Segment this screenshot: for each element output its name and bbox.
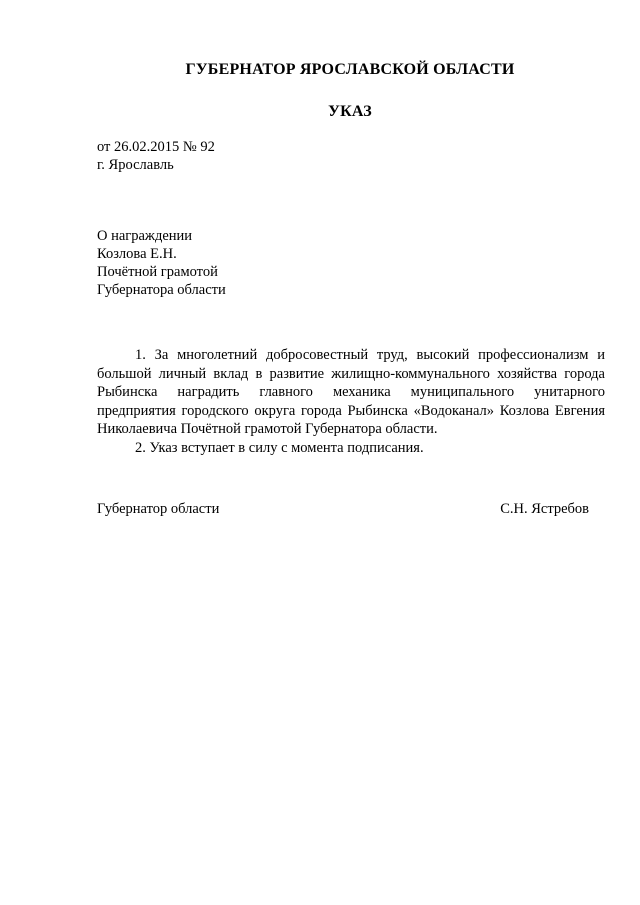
document-body [97, 346, 605, 457]
place: г. Ярославль [97, 157, 174, 173]
document-subject [97, 227, 226, 299]
signatory-name: С.Н. Ястребов [500, 501, 589, 517]
body-paragraph: 2. Указ вступает в силу с момента подписания. [135, 439, 424, 456]
signatory-position: Губернатор области [97, 501, 220, 517]
subject-line: Почётной грамотой [97, 264, 218, 280]
subject-line: Губернатора области [97, 282, 226, 298]
body-paragraph: 1. За многолетний добросовестный труд, высокий профессионализм и большой личный вклад в развитие жилищно-коммунального хозяйства города Рыбинска наградить главного механика муниципального унитарного предприятия городского округа города Рыбинска «Водоканал» Козлова Евгения Николаевича Почётной грамотой Губернатора области. [97, 347, 605, 437]
subject-line: О награждении [97, 228, 193, 244]
document-meta [97, 138, 215, 174]
organization-title: ГУБЕРНАТОР ЯРОСЛАВСКОЙ ОБЛАСТИ [185, 61, 515, 78]
document-type: УКАЗ [328, 103, 372, 120]
date-number: от 26.02.2015 № 92 [97, 139, 215, 155]
subject-line: Козлова Е.Н. [97, 246, 177, 262]
